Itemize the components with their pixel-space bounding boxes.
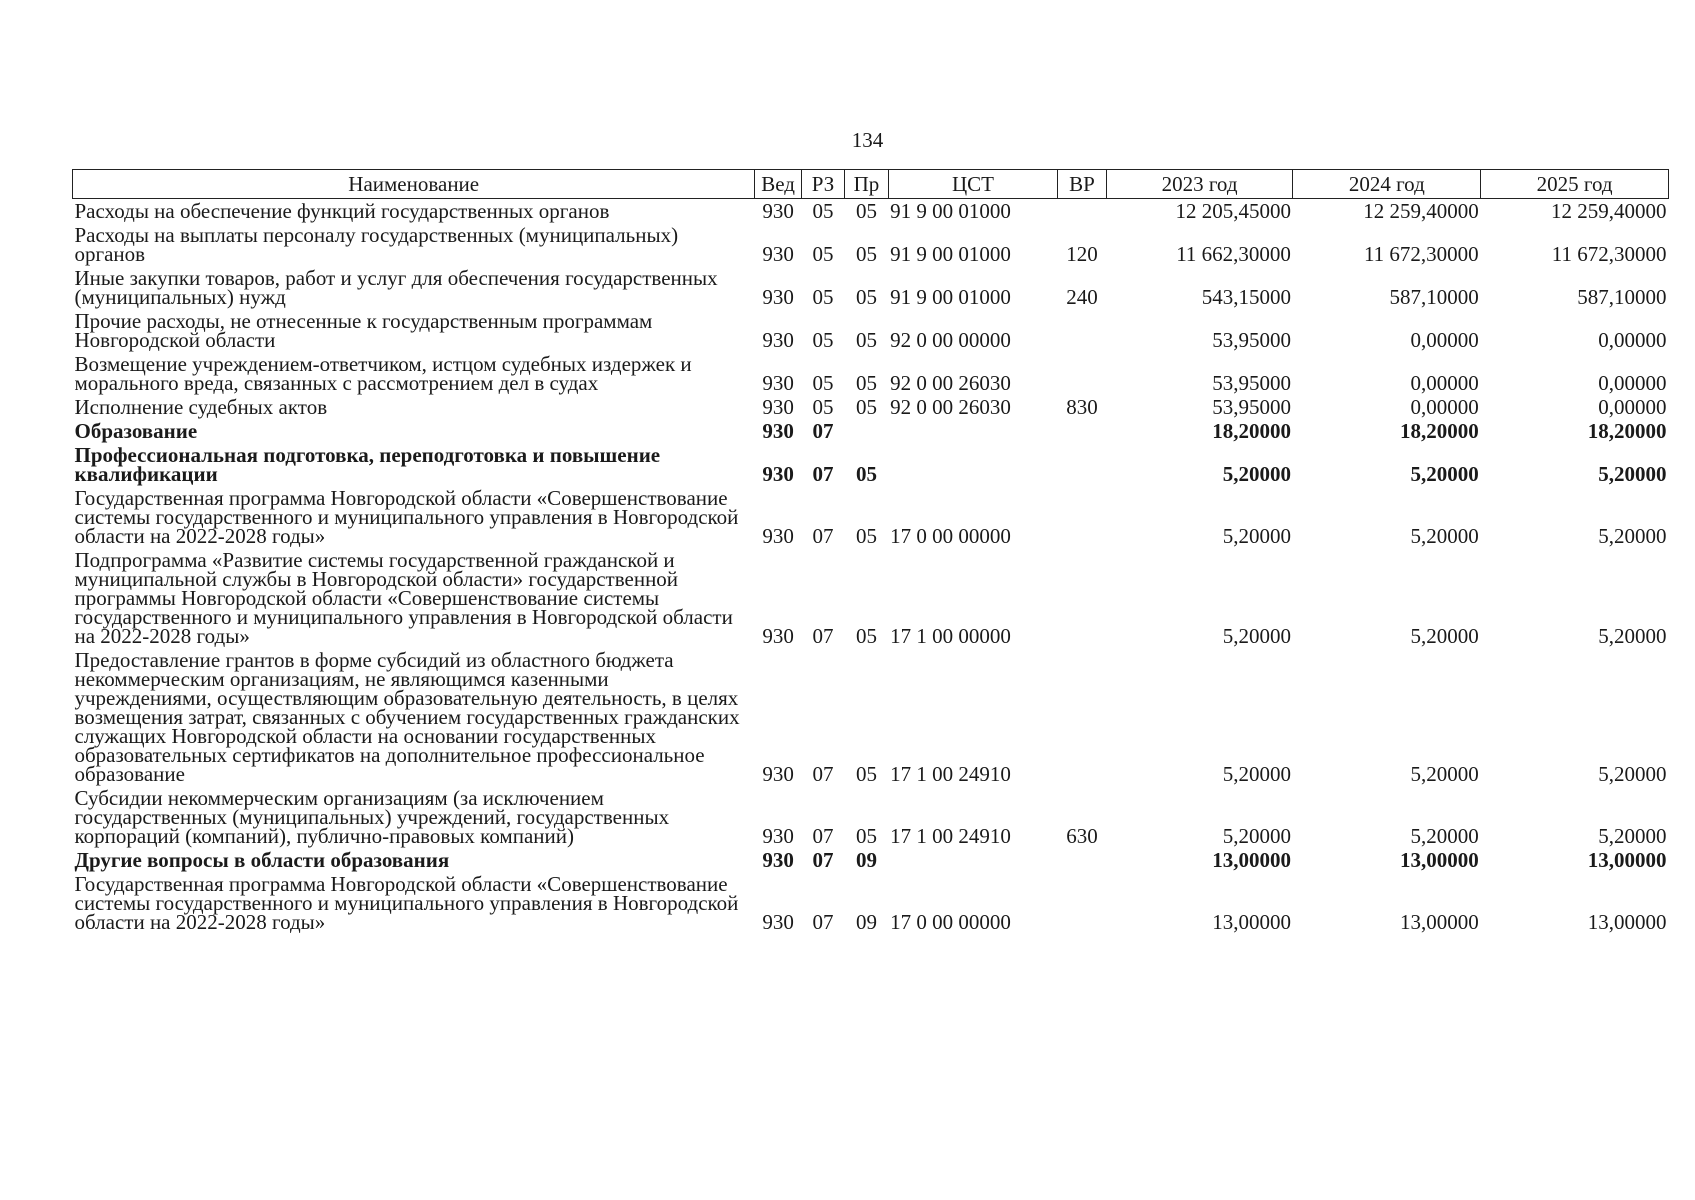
table-row <box>73 443 1669 486</box>
cell-cst: 17 0 00 00000 <box>890 524 1011 548</box>
table-row <box>73 848 1669 872</box>
cell-name: Прочие расходы, не отнесенные к государственным программам Новгородской области <box>74 309 653 352</box>
cell-name: Расходы на выплаты персоналу государственных (муниципальных) органов <box>74 223 679 266</box>
table-row <box>73 352 1669 395</box>
cell-ved: 930 <box>762 762 794 786</box>
cell-2025: 13,00000 <box>1587 848 1667 872</box>
cell-ved: 930 <box>762 395 794 419</box>
cell-2024: 5,20000 <box>1410 524 1479 548</box>
cell-vr: 240 <box>1066 285 1098 309</box>
cell-rz: 07 <box>812 848 834 872</box>
cell-2025: 587,10000 <box>1577 285 1667 309</box>
cell-2025: 11 672,30000 <box>1551 242 1667 266</box>
column-header-vr: ВР <box>1058 170 1106 199</box>
cell-2024: 5,20000 <box>1410 824 1479 848</box>
column-header-2025: 2025 год <box>1481 170 1669 199</box>
cell-ved: 930 <box>762 328 794 352</box>
cell-rz: 07 <box>812 824 834 848</box>
cell-2023: 53,95000 <box>1212 395 1291 419</box>
cell-rz: 05 <box>812 371 834 395</box>
column-header-ved: Вед <box>755 170 801 199</box>
cell-2023: 11 662,30000 <box>1176 242 1291 266</box>
cell-name: Субсидии некоммерческим организациям (за исключением государственных (муниципальных) учреждений, государственных корпораций (компаний), публично-правовых компаний) <box>74 786 670 848</box>
cell-cst: 91 9 00 01000 <box>890 285 1011 309</box>
cell-cst <box>888 443 1058 486</box>
cell-vr <box>1058 648 1106 786</box>
table-row <box>73 548 1669 648</box>
cell-vr: 630 <box>1066 824 1098 848</box>
cell-rz: 05 <box>812 199 834 223</box>
table-row <box>73 223 1669 266</box>
cell-vr <box>1058 352 1106 395</box>
cell-2025: 5,20000 <box>1598 824 1667 848</box>
cell-2024: 5,20000 <box>1410 762 1479 786</box>
column-header-cst: ЦСТ <box>888 170 1058 199</box>
cell-rz: 07 <box>812 462 834 486</box>
cell-name: Иные закупки товаров, работ и услуг для обеспечения государственных (муниципальных) нужд <box>74 266 718 309</box>
cell-name: Расходы на обеспечение функций государственных органов <box>74 199 610 223</box>
cell-2024: 11 672,30000 <box>1363 242 1479 266</box>
table-row <box>73 419 1669 443</box>
cell-2023: 13,00000 <box>1212 848 1291 872</box>
cell-rz: 05 <box>812 328 834 352</box>
table-row <box>73 786 1669 848</box>
cell-2025: 13,00000 <box>1587 910 1667 934</box>
cell-name: Государственная программа Новгородской области «Совершенствование системы государственного и муниципального управления в Новгородской области на 2022-2028 годы» <box>74 872 739 934</box>
cell-ved: 930 <box>762 199 794 223</box>
cell-2024: 5,20000 <box>1410 624 1479 648</box>
cell-vr <box>1058 848 1106 872</box>
cell-2023: 53,95000 <box>1212 371 1291 395</box>
cell-pr: 05 <box>855 285 877 309</box>
cell-2023: 53,95000 <box>1212 328 1291 352</box>
cell-pr <box>845 419 888 443</box>
cell-2024: 0,00000 <box>1410 395 1479 419</box>
cell-vr: 830 <box>1066 395 1098 419</box>
cell-name: Возмещение учреждением-ответчиком, истцом судебных издержек и морального вреда, связанных с рассмотрением дел в судах <box>74 352 692 395</box>
page-number: 134 <box>851 128 884 152</box>
budget-table <box>72 169 1669 934</box>
cell-2023: 543,15000 <box>1201 285 1291 309</box>
cell-name: Государственная программа Новгородской области «Совершенствование системы государственного и муниципального управления в Новгородской области на 2022-2028 годы» <box>74 486 739 548</box>
cell-vr <box>1058 486 1106 548</box>
column-header-pr: Пр <box>845 170 888 199</box>
cell-pr: 09 <box>855 848 877 872</box>
cell-name: Образование <box>74 419 198 443</box>
cell-2023: 13,00000 <box>1212 910 1291 934</box>
cell-vr <box>1058 419 1106 443</box>
cell-rz: 05 <box>812 285 834 309</box>
cell-vr <box>1058 309 1106 352</box>
cell-2024: 0,00000 <box>1410 371 1479 395</box>
cell-pr: 05 <box>855 624 877 648</box>
table-row <box>73 266 1669 309</box>
cell-cst: 91 9 00 01000 <box>890 199 1011 223</box>
cell-2024: 13,00000 <box>1399 848 1479 872</box>
cell-name: Подпрограмма «Развитие системы государственной гражданской и муниципальной службы в Новгородской области» государственной программы Новгородской области «Совершенствование системы государственного и муниципального управления в Новгородской области на 2022-2028 годы» <box>74 548 733 648</box>
cell-rz: 05 <box>812 395 834 419</box>
cell-pr: 05 <box>855 524 877 548</box>
cell-pr: 05 <box>855 242 877 266</box>
cell-name: Исполнение судебных актов <box>74 395 328 419</box>
cell-pr: 09 <box>855 910 877 934</box>
cell-2025: 0,00000 <box>1598 395 1667 419</box>
table-body <box>73 199 1669 935</box>
cell-2024: 12 259,40000 <box>1363 199 1479 223</box>
cell-pr: 05 <box>855 395 877 419</box>
cell-cst <box>888 848 1058 872</box>
cell-2025: 5,20000 <box>1598 462 1667 486</box>
cell-2023: 5,20000 <box>1222 824 1291 848</box>
cell-cst: 92 0 00 26030 <box>890 371 1011 395</box>
cell-2024: 5,20000 <box>1410 462 1479 486</box>
cell-rz: 07 <box>812 910 834 934</box>
column-header-2023: 2023 год <box>1106 170 1293 199</box>
cell-ved: 930 <box>762 524 794 548</box>
cell-cst: 92 0 00 26030 <box>890 395 1011 419</box>
cell-2024: 13,00000 <box>1399 910 1479 934</box>
cell-2023: 5,20000 <box>1222 624 1291 648</box>
cell-2025: 0,00000 <box>1598 328 1667 352</box>
cell-vr <box>1058 548 1106 648</box>
cell-2023: 5,20000 <box>1222 762 1291 786</box>
column-header-rz: РЗ <box>801 170 844 199</box>
cell-ved: 930 <box>762 910 794 934</box>
cell-cst: 91 9 00 01000 <box>890 242 1011 266</box>
cell-pr: 05 <box>855 824 877 848</box>
cell-ved: 930 <box>762 824 794 848</box>
cell-cst <box>888 419 1058 443</box>
cell-2025: 5,20000 <box>1598 624 1667 648</box>
cell-rz: 05 <box>812 242 834 266</box>
table-row <box>73 309 1669 352</box>
cell-vr <box>1058 872 1106 934</box>
cell-vr <box>1058 443 1106 486</box>
cell-cst: 17 1 00 24910 <box>890 824 1011 848</box>
cell-rz: 07 <box>812 419 834 443</box>
table-row <box>73 486 1669 548</box>
cell-cst: 17 1 00 00000 <box>890 624 1011 648</box>
cell-rz: 07 <box>812 524 834 548</box>
cell-ved: 930 <box>762 371 794 395</box>
cell-cst: 92 0 00 00000 <box>890 328 1011 352</box>
cell-2024: 18,20000 <box>1399 419 1479 443</box>
cell-2023: 5,20000 <box>1222 462 1291 486</box>
cell-pr: 05 <box>855 328 877 352</box>
column-header-name: Наименование <box>73 170 755 199</box>
cell-2023: 18,20000 <box>1212 419 1291 443</box>
cell-vr <box>1058 199 1106 224</box>
cell-vr: 120 <box>1066 242 1098 266</box>
cell-2024: 587,10000 <box>1389 285 1479 309</box>
cell-2025: 5,20000 <box>1598 524 1667 548</box>
cell-name: Профессиональная подготовка, переподготовка и повышение квалификации <box>74 443 661 486</box>
cell-ved: 930 <box>762 624 794 648</box>
cell-2025: 5,20000 <box>1598 762 1667 786</box>
cell-cst: 17 1 00 24910 <box>890 762 1011 786</box>
cell-ved: 930 <box>762 285 794 309</box>
cell-name: Предоставление грантов в форме субсидий из областного бюджета некоммерческим организациям, не являющимся казенными учреждениями, осуществляющим образовательную деятельность, в целях возмещения затрат, связанных с обучением государственных гражданских служащих Новгородской области на основании государственных образовательных сертификатов на дополнительное профессиональное образование <box>74 648 740 786</box>
cell-2024: 0,00000 <box>1410 328 1479 352</box>
cell-ved: 930 <box>762 419 794 443</box>
table-header-row <box>73 170 1669 199</box>
table-row <box>73 395 1669 419</box>
cell-ved: 930 <box>762 242 794 266</box>
cell-rz: 07 <box>812 762 834 786</box>
cell-2023: 5,20000 <box>1222 524 1291 548</box>
cell-2025: 0,00000 <box>1598 371 1667 395</box>
cell-name: Другие вопросы в области образования <box>74 848 450 872</box>
cell-rz: 07 <box>812 624 834 648</box>
cell-2023: 12 205,45000 <box>1175 199 1291 223</box>
cell-pr: 05 <box>855 371 877 395</box>
cell-ved: 930 <box>762 848 794 872</box>
cell-2025: 12 259,40000 <box>1551 199 1667 223</box>
table-row <box>73 648 1669 786</box>
cell-cst: 17 0 00 00000 <box>890 910 1011 934</box>
cell-ved: 930 <box>762 462 794 486</box>
table-row <box>73 199 1669 224</box>
column-header-2024: 2024 год <box>1293 170 1481 199</box>
cell-pr: 05 <box>855 762 877 786</box>
cell-pr: 05 <box>855 199 877 223</box>
cell-pr: 05 <box>855 462 877 486</box>
table-row <box>73 872 1669 934</box>
cell-2025: 18,20000 <box>1587 419 1667 443</box>
